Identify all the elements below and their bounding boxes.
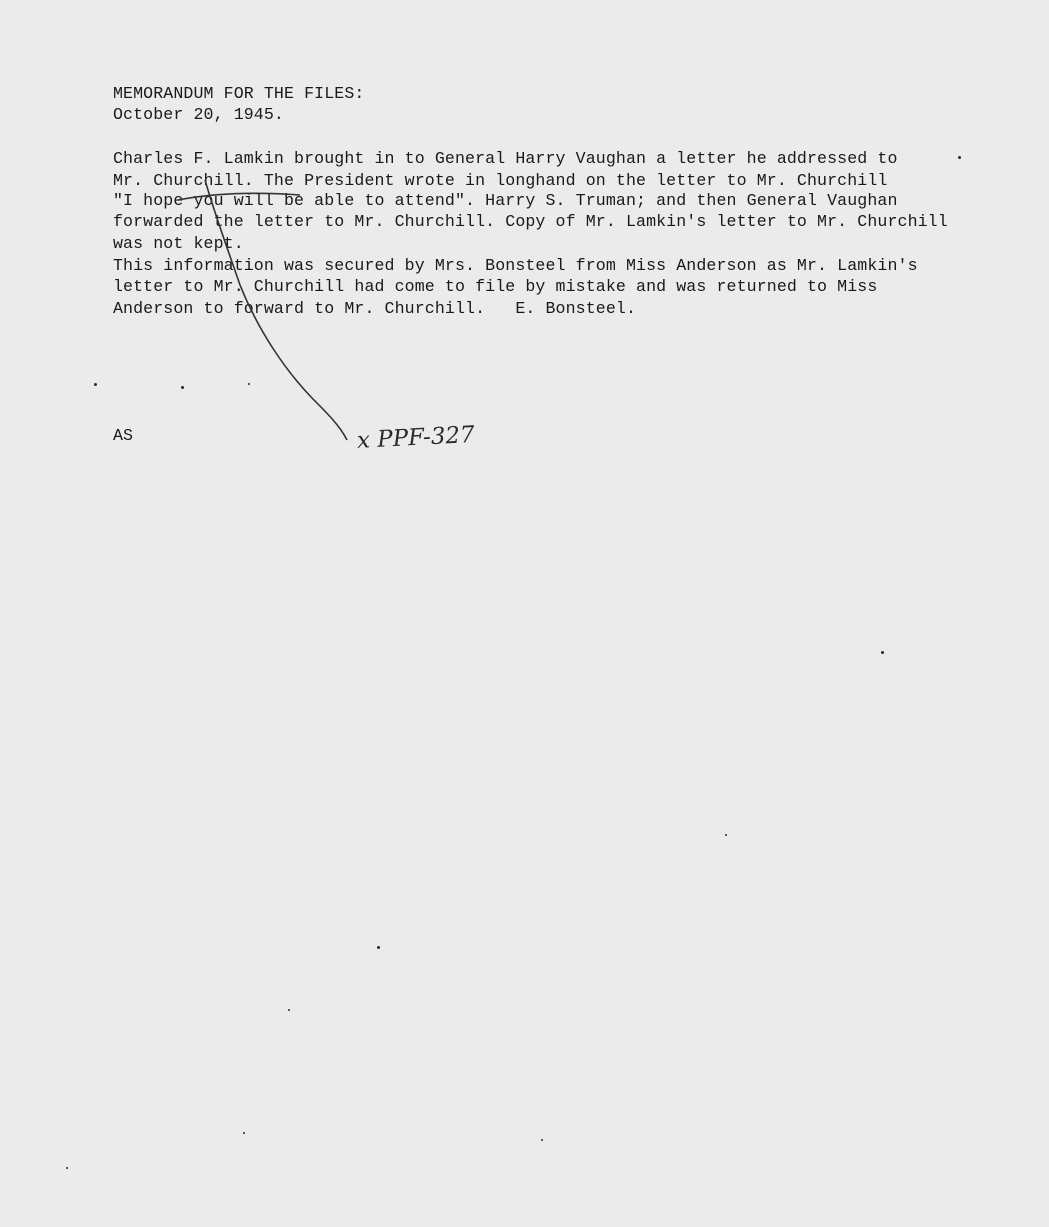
typist-initials: AS (113, 426, 134, 445)
ink-speck (541, 1139, 543, 1141)
ink-speck (66, 1167, 68, 1169)
body-line-5: was not kept. (113, 234, 244, 253)
body-line-2: Mr. Churchill. The President wrote in longhand on the letter to Mr. Churchill (113, 171, 888, 190)
ink-speck (94, 383, 97, 386)
ink-speck (725, 834, 727, 836)
ink-speck (958, 156, 961, 159)
ink-speck (377, 946, 380, 949)
body-line-8: Anderson to forward to Mr. Churchill. E. Bonsteel. (113, 299, 637, 318)
memo-heading: MEMORANDUM FOR THE FILES: (113, 84, 365, 103)
ink-speck (881, 651, 884, 654)
handwritten-file-note: x PPF-327 (356, 421, 476, 454)
ink-speck (248, 383, 250, 385)
body-line-3: "I hope you will be able to attend". Harry S. Truman; and then General Vaughan (113, 191, 898, 210)
body-line-1: Charles F. Lamkin brought in to General Harry Vaughan a letter he addressed to (113, 149, 898, 168)
ink-speck (181, 386, 184, 389)
ink-speck (243, 1132, 245, 1134)
body-line-6: This information was secured by Mrs. Bonsteel from Miss Anderson as Mr. Lamkin's (113, 256, 918, 275)
body-line-4: forwarded the letter to Mr. Churchill. Copy of Mr. Lamkin's letter to Mr. Churchill (113, 212, 948, 231)
memo-date: October 20, 1945. (113, 105, 284, 124)
ink-speck (288, 1009, 290, 1011)
body-line-7: letter to Mr. Churchill had come to file by mistake and was returned to Miss (113, 277, 878, 296)
